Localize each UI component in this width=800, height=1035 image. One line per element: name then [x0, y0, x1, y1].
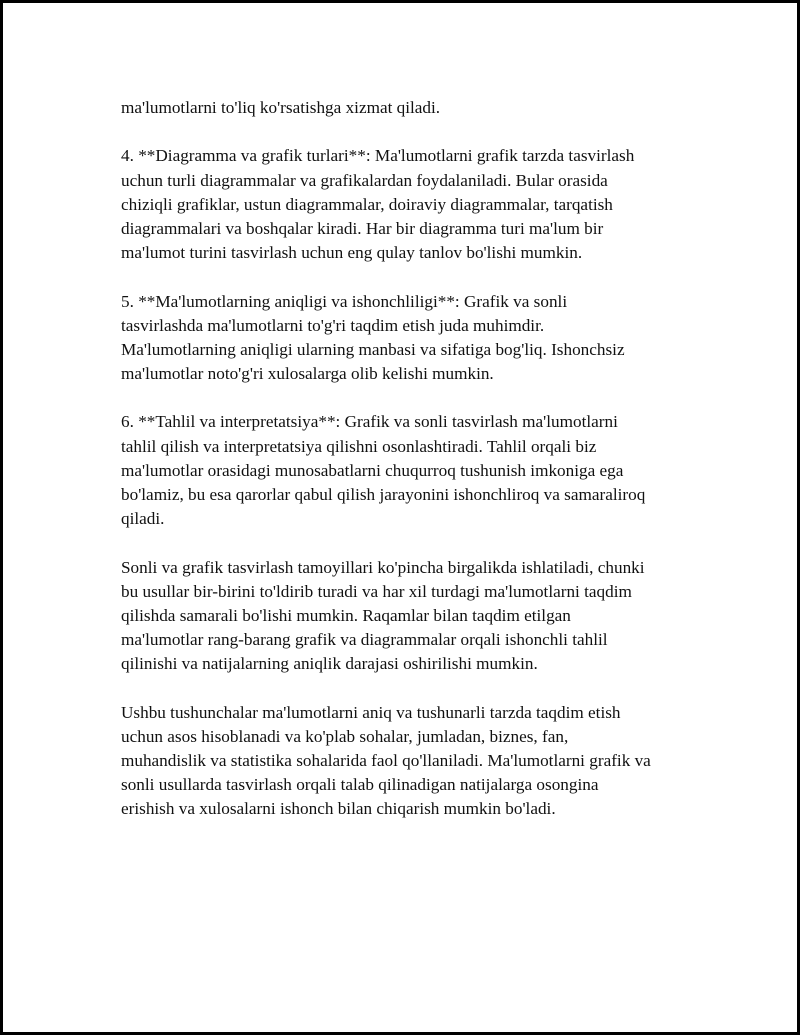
- text-line: qilinishi va natijalarning aniqlik darajasi oshirilishi mumkin.: [121, 654, 538, 674]
- paragraph-continuation: [121, 96, 701, 120]
- paragraph-analysis: [121, 410, 701, 531]
- paragraph-gap: [121, 386, 701, 410]
- text-line: ma'lumotlar rang-barang grafik va diagrammalar orqali ishonchli tahlil: [121, 630, 608, 650]
- text-line: tahlil qilish va interpretatsiya qilishni osonlashtiradi. Tahlil orqali biz: [121, 436, 597, 456]
- text-line: sonli usullarda tasvirlash orqali talab qilinadigan natijalarga osongina: [121, 775, 599, 795]
- paragraph-gap: [121, 677, 701, 701]
- text-line: bo'lamiz, bu esa qarorlar qabul qilish jarayonini ishonchliroq va samaraliroq: [121, 485, 646, 504]
- text-line: uchun asos hisoblanadi va ko'plab sohalar, jumladan, biznes, fan,: [121, 726, 569, 746]
- text-line: ma'lumotlar orasidagi munosabatlarni chuqurroq tushunish imkoniga ega: [121, 460, 624, 480]
- text-line: uchun turli diagrammalar va grafikalardan foydalaniladi. Bular orasida: [121, 170, 608, 190]
- text-line: bu usullar bir-birini to'ldirib turadi va har xil turdagi ma'lumotlarni taqdim: [121, 581, 632, 601]
- paragraph-diagram-types: [121, 144, 701, 265]
- text-line: chiziqli grafiklar, ustun diagrammalar, doiraviy diagrammalar, tarqatish: [121, 194, 613, 214]
- paragraph-data-accuracy: [121, 290, 701, 387]
- text-line: diagrammalari va boshqalar kiradi. Har bir diagramma turi ma'lum bir: [121, 218, 604, 238]
- paragraph-gap: [121, 531, 701, 555]
- text-line: 6. **Tahlil va interpretatsiya**: Grafik va sonli tasvirlash ma'lumotlarni: [121, 412, 618, 432]
- document-body: [121, 96, 701, 822]
- paragraph-gap: [121, 120, 701, 144]
- text-line: ma'lumot turini tasvirlash uchun eng qulay tanlov bo'lishi mumkin.: [121, 243, 583, 263]
- text-line: Ma'lumotlarning aniqligi ularning manbasi va sifatiga bog'liq. Ishonchsiz: [121, 339, 625, 359]
- text-line: Ushbu tushunchalar ma'lumotlarni aniq va tushunarli tarzda taqdim etish: [121, 702, 621, 722]
- text-line: ma'lumotlar noto'g'ri xulosalarga olib kelishi mumkin.: [121, 364, 494, 384]
- paragraph-principles: [121, 556, 701, 677]
- text-line: 4. **Diagramma va grafik turlari**: Ma'lumotlarni grafik tarzda tasvirlash: [121, 146, 635, 166]
- text-line: qiladi.: [121, 509, 165, 529]
- paragraph-gap: [121, 265, 701, 289]
- paragraph-conclusion: [121, 701, 701, 822]
- text-line: erishish va xulosalarni ishonch bilan chiqarish mumkin bo'ladi.: [121, 799, 556, 819]
- text-line: muhandislik va statistika sohalarida faol qo'llaniladi. Ma'lumotlarni grafik va: [121, 751, 651, 771]
- text-line: Sonli va grafik tasvirlash tamoyillari ko'pincha birgalikda ishlatiladi, chunki: [121, 557, 645, 577]
- text-line: ma'lumotlarni to'liq ko'rsatishga xizmat qiladi.: [121, 98, 441, 117]
- text-line: qilishda samarali bo'lishi mumkin. Raqamlar bilan taqdim etilgan: [121, 605, 571, 625]
- text-line: tasvirlashda ma'lumotlarni to'g'ri taqdim etish juda muhimdir.: [121, 315, 545, 335]
- text-line: 5. **Ma'lumotlarning aniqligi va ishonchliligi**: Grafik va sonli: [121, 291, 568, 311]
